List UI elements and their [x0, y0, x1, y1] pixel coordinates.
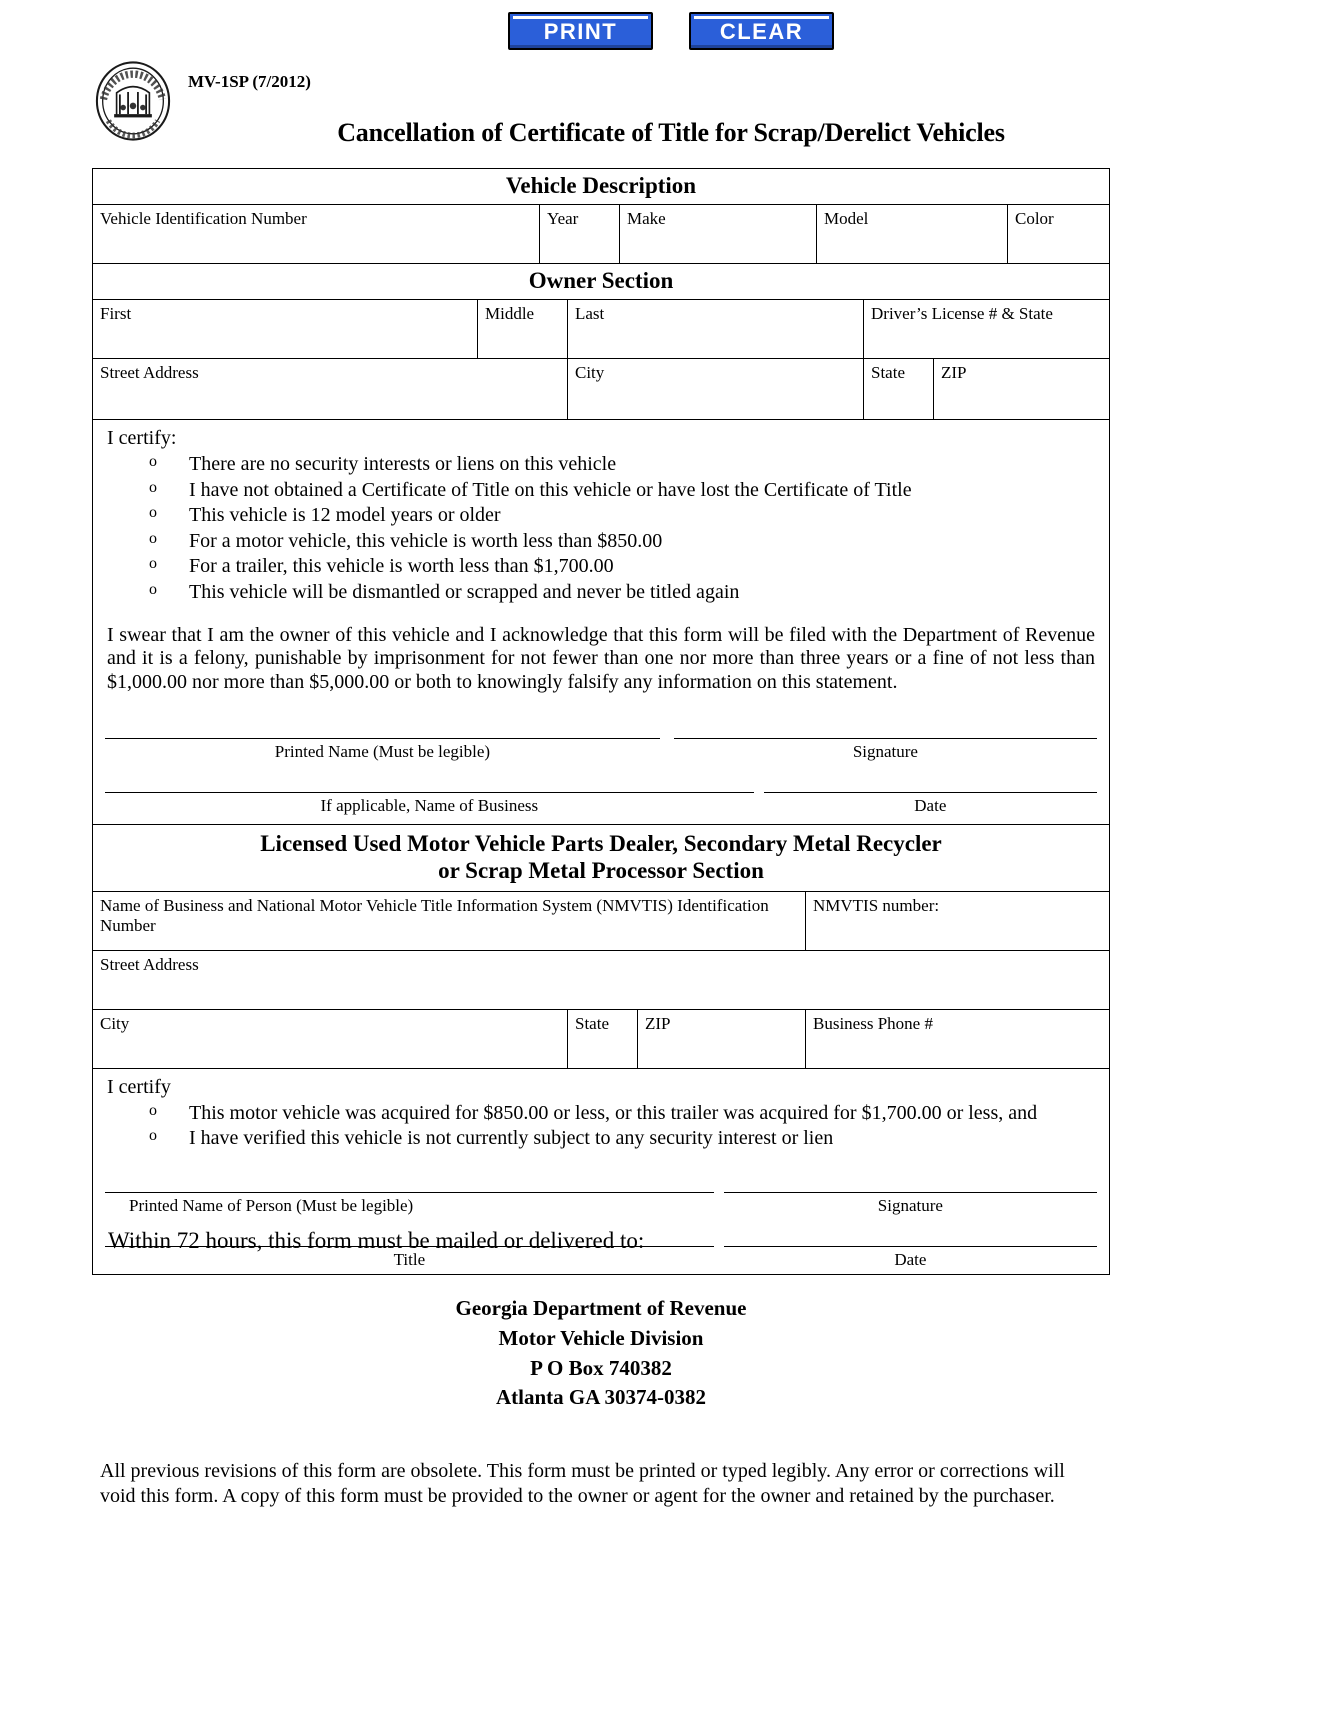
list-item-text: For a motor vehicle, this vehicle is worth less than $850.00 [189, 529, 663, 552]
dealer-street-row [93, 951, 1109, 1010]
field-dealer-street[interactable] [93, 951, 1109, 1009]
field-dealer-zip[interactable] [638, 1010, 806, 1068]
owner-certify-lead: I certify: [107, 427, 177, 449]
field-vin[interactable] [93, 205, 540, 263]
field-model-label: Model [824, 209, 869, 228]
dealer-certify-block [93, 1069, 1109, 1162]
field-owner-middle[interactable] [478, 300, 568, 358]
owner-certify-block [93, 420, 1109, 704]
field-owner-city[interactable] [568, 359, 864, 419]
mailing-address-line: Motor Vehicle Division [498, 1325, 704, 1350]
document-footer [92, 1228, 1110, 1508]
clear-button-label: CLEAR [719, 19, 804, 44]
field-owner-business-name[interactable] [105, 792, 754, 816]
field-dealer-phone-label: Business Phone # [813, 1013, 933, 1033]
field-color[interactable] [1008, 205, 1108, 263]
list-item [105, 529, 1097, 555]
field-owner-signature[interactable] [674, 738, 1097, 762]
owner-section-band: Owner Section [93, 264, 1109, 300]
owner-name-row [93, 300, 1109, 359]
dealer-section-band-line2: or Scrap Metal Processor Section [438, 858, 764, 884]
mailing-address [92, 1294, 1110, 1413]
mailing-address-line: Georgia Department of Revenue [455, 1296, 747, 1320]
dealer-signature-row-1 [105, 1192, 1097, 1216]
bullet-circle-icon: o [149, 504, 157, 522]
owner-sworn-statement: I swear that I am the owner of this vehicle and I acknowledge that this form will be filed with the Department of Revenue and it is a felony, punishable by imprisonment for not fewer than one nor more than three years or a fine of not less than $1,000.00 nor more than $5,000.00 or both to knowingly falsify any information on this statement. [107, 623, 1095, 693]
field-owner-middle-label: Middle [485, 304, 535, 323]
field-dealer-zip-label: ZIP [645, 1013, 671, 1033]
field-owner-first[interactable] [93, 300, 478, 358]
field-drivers-license[interactable] [864, 300, 1108, 358]
field-owner-business-name-label: If applicable, Name of Business [320, 796, 539, 816]
owner-signature-row-2 [105, 792, 1097, 816]
field-dealer-street-label: Street Address [100, 954, 199, 974]
field-owner-last[interactable] [568, 300, 864, 358]
vehicle-description-band: Vehicle Description [93, 169, 1109, 205]
dealer-certify-lead: I certify [107, 1075, 171, 1098]
field-dealer-date-label: Date [894, 1249, 927, 1269]
field-dealer-business-name-label: Name of Business and National Motor Vehicle Title Information System (NMVTIS) Identification Number [100, 895, 769, 935]
list-item [105, 478, 1097, 504]
field-dealer-signature-label: Signature [877, 1195, 943, 1215]
field-dealer-printed-name[interactable] [105, 1192, 714, 1216]
field-nmvtis-number-label: NMVTIS number: [813, 895, 940, 915]
print-button[interactable] [508, 12, 653, 50]
dealer-business-row [93, 892, 1109, 951]
field-color-label: Color [1015, 209, 1054, 228]
list-item-text: I have not obtained a Certificate of Title on this vehicle or have lost the Certificate of Title [189, 478, 912, 501]
form-number: MV-1SP (7/2012) [188, 72, 311, 91]
field-dealer-state-label: State [575, 1013, 609, 1033]
list-item [105, 1101, 1097, 1127]
list-item-text: This vehicle is 12 model years or older [189, 504, 501, 527]
field-owner-street[interactable] [93, 359, 568, 419]
dealer-city-row [93, 1010, 1109, 1069]
dealer-certify-list [105, 1101, 1097, 1152]
field-year[interactable] [540, 205, 620, 263]
bullet-circle-icon: o [149, 555, 157, 573]
owner-certify-row [93, 420, 1109, 825]
field-owner-printed-name[interactable] [105, 738, 660, 762]
field-dealer-city[interactable] [93, 1010, 568, 1068]
list-item [105, 503, 1097, 529]
field-owner-zip[interactable] [934, 359, 1108, 419]
list-item [105, 554, 1097, 580]
field-owner-last-label: Last [575, 304, 605, 323]
list-item-text: For a trailer, this vehicle is worth less than $1,700.00 [189, 555, 614, 578]
field-dealer-signature[interactable] [724, 1192, 1097, 1216]
bullet-circle-icon: o [149, 1101, 157, 1119]
print-button-label: PRINT [543, 19, 618, 44]
bullet-circle-icon: o [149, 1127, 157, 1145]
bullet-circle-icon: o [149, 478, 157, 496]
field-dealer-title-label: Title [393, 1249, 426, 1269]
field-owner-signature-label: Signature [852, 742, 918, 762]
bullet-circle-icon: o [149, 453, 157, 470]
form-body [92, 168, 1110, 1275]
vehicle-description-row [93, 205, 1109, 264]
owner-certify-list [105, 452, 1097, 606]
field-dealer-printed-name-label: Printed Name of Person (Must be legible) [129, 1195, 414, 1215]
list-item-text: I have verified this vehicle is not currently subject to any security interest or lien [189, 1127, 834, 1150]
owner-address-row [93, 359, 1109, 420]
bullet-circle-icon: o [149, 580, 157, 598]
mail-instruction: Within 72 hours, this form must be mailed or delivered to: [108, 1228, 645, 1253]
field-vin-label: Vehicle Identification Number [100, 209, 307, 228]
list-item [105, 580, 1097, 606]
dealer-section-band-line1: Licensed Used Motor Vehicle Parts Dealer, Secondary Metal Recycler [260, 831, 942, 857]
list-item [105, 452, 1097, 478]
list-item-text: There are no security interests or liens on this vehicle [189, 453, 617, 475]
field-owner-date[interactable] [764, 792, 1097, 816]
mailing-address-line: Atlanta GA 30374-0382 [496, 1385, 706, 1410]
field-dealer-business-name[interactable] [93, 892, 806, 950]
list-item-text: This vehicle will be dismantled or scrapped and never be titled again [189, 580, 740, 603]
mailing-address-line: P O Box 740382 [530, 1355, 672, 1380]
form-action-toolbar [0, 12, 1342, 50]
field-dealer-phone[interactable] [806, 1010, 1108, 1068]
owner-signature-area [93, 704, 1109, 824]
field-owner-city-label: City [575, 363, 605, 382]
field-dealer-state[interactable] [568, 1010, 638, 1068]
field-dealer-city-label: City [100, 1013, 130, 1033]
disclaimer-text: All previous revisions of this form are obsolete. This form must be printed or typed legibly. Any error or corrections will void this form. A copy of this form must be provided to the owner or agent for the owner and retained by the purchaser. [100, 1460, 1065, 1507]
list-item-text: This motor vehicle was acquired for $850.00 or less, or this trailer was acquired for $1,700.00 or less, and [189, 1101, 1038, 1124]
field-drivers-license-label: Driver’s License # & State [871, 304, 1053, 323]
field-make-label: Make [627, 209, 666, 228]
owner-signature-row-1 [105, 738, 1097, 762]
field-owner-date-label: Date [914, 796, 947, 816]
field-model[interactable] [817, 205, 1008, 263]
field-make[interactable] [620, 205, 817, 263]
field-owner-street-label: Street Address [100, 363, 199, 382]
clear-button[interactable] [689, 12, 834, 50]
field-owner-first-label: First [100, 304, 132, 323]
field-owner-printed-name-label: Printed Name (Must be legible) [274, 742, 491, 762]
field-nmvtis-number[interactable] [806, 892, 1108, 950]
dealer-section-band [93, 825, 1109, 891]
list-item [105, 1126, 1097, 1152]
page-title: Cancellation of Certificate of Title for Scrap/Derelict Vehicles [337, 118, 1005, 147]
field-year-label: Year [547, 209, 579, 228]
field-owner-state-label: State [871, 363, 905, 382]
bullet-circle-icon: o [149, 529, 157, 547]
field-owner-state[interactable] [864, 359, 934, 419]
field-owner-zip-label: ZIP [941, 363, 967, 382]
